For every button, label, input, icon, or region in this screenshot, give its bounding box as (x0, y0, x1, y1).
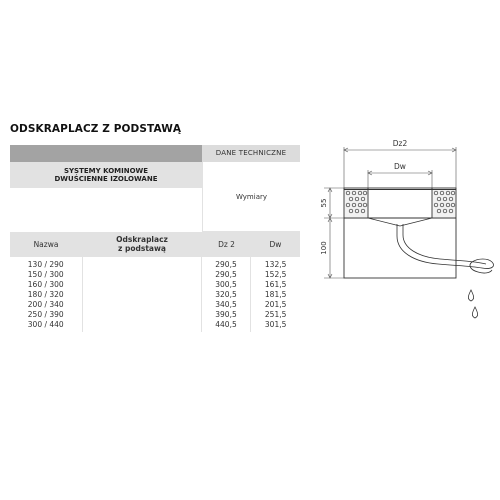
col-header-nazwa: Nazwa (33, 240, 59, 249)
table-row-dz2: 290,5 (215, 270, 237, 279)
table-row-nazwa: 200 / 340 (27, 300, 64, 309)
table-row-dw: 152,5 (264, 270, 287, 279)
table-row-dw: 132,5 (264, 260, 287, 269)
col-product-line1: Odskraplacz (116, 235, 168, 244)
table-row-nazwa: 160 / 300 (27, 280, 64, 289)
table-row-dw: 201,5 (264, 300, 287, 309)
dw-label: Dw (394, 162, 406, 171)
table-row-dw: 301,5 (264, 320, 287, 329)
table-row-dz2: 320,5 (215, 290, 237, 299)
dim-55-label: 55 (320, 198, 328, 208)
col-header-dz2: Dz 2 (218, 240, 235, 249)
table-row-nazwa: 130 / 290 (27, 260, 64, 269)
table-row-dw: 161,5 (264, 280, 287, 289)
table-row-dz2: 340,5 (215, 300, 237, 309)
table-row-dz2: 300,5 (215, 280, 237, 289)
table-row-dw: 251,5 (264, 310, 287, 319)
section-header: DANE TECHNICZNE (202, 145, 300, 162)
systems-label (10, 162, 202, 188)
col-nazwa-values (10, 257, 82, 332)
col-dz2-values (201, 257, 251, 332)
col-product-values (82, 257, 201, 332)
header-dark-band (10, 145, 202, 162)
dz2-label: Dz2 (392, 139, 408, 148)
table-row-nazwa: 300 / 440 (27, 320, 64, 329)
technical-drawing (310, 130, 495, 330)
insulation-pattern (344, 189, 456, 217)
col-dw-values (250, 257, 300, 332)
table-row-nazwa: 180 / 320 (27, 290, 64, 299)
system-info-row (10, 162, 300, 232)
col-header-dw: Dw (269, 240, 282, 249)
dw-dimension (368, 170, 432, 188)
page-title: ODSKRAPLACZ Z PODSTAWĄ (10, 123, 182, 135)
col-product-line2: z podstawą (118, 243, 166, 253)
drain-pipe (397, 224, 494, 273)
system-cell (10, 162, 202, 232)
table-row-dz2: 290,5 (215, 260, 237, 269)
col-header-product (82, 232, 202, 257)
systems-line1: SYSTEMY KOMINOWE (63, 166, 149, 175)
inner-funnel (368, 218, 432, 226)
table-body (10, 257, 300, 332)
system-blank (10, 188, 202, 232)
dim-100-label: 100 (320, 241, 328, 255)
table-header-row (10, 145, 300, 162)
table-row-dz2: 440,5 (215, 320, 237, 329)
systems-line2: DWUŚCIENNE IZOLOWANE (54, 175, 158, 183)
column-headers (10, 232, 300, 257)
table-row-nazwa: 150 / 300 (27, 270, 64, 279)
table-row-dw: 181,5 (264, 290, 287, 299)
table-row-dz2: 390,5 (215, 310, 237, 319)
table-row-nazwa: 250 / 390 (27, 310, 64, 319)
wymiary-label: Wymiary (202, 162, 300, 232)
condensate-drops (468, 290, 477, 318)
technical-data-table (10, 145, 300, 332)
